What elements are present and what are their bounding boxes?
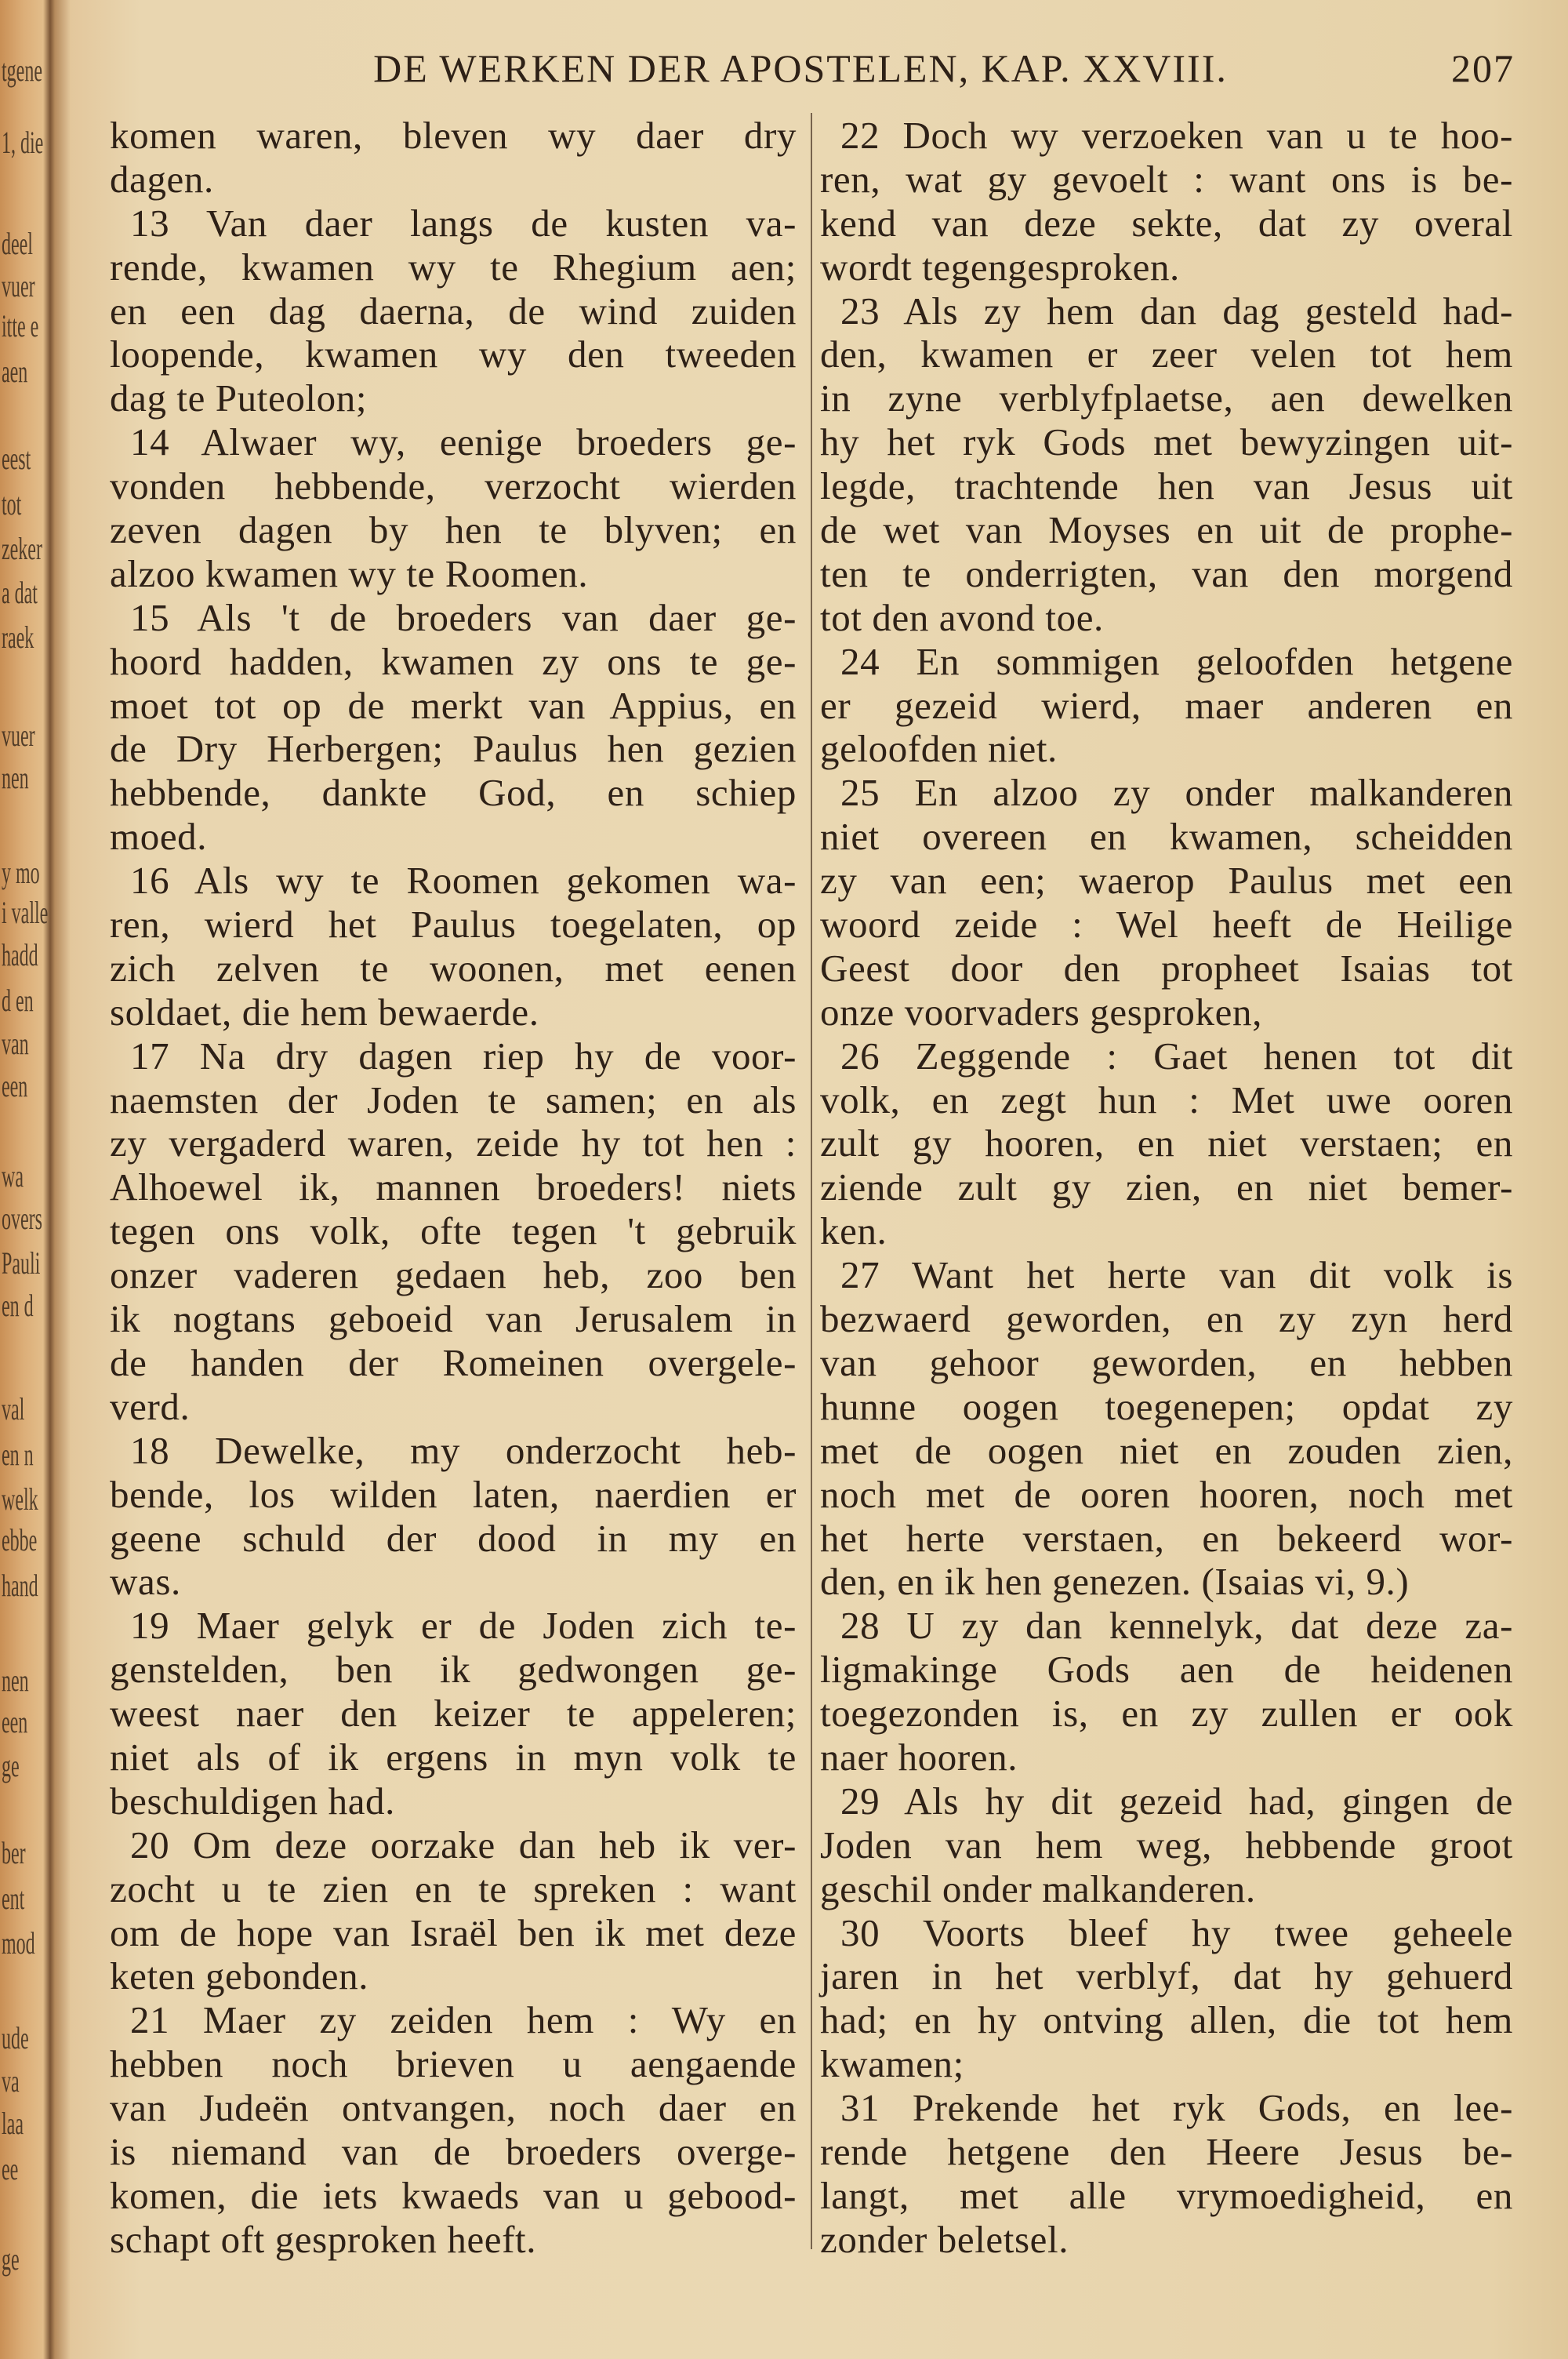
text-line: van gehoor geworden, en hebben xyxy=(820,1340,1513,1384)
text-line: soldaet, die hem bewaerde. xyxy=(110,990,539,1034)
margin-text-fragment: zeker xyxy=(2,531,42,566)
margin-text-fragment: en n xyxy=(2,1437,34,1472)
right-column xyxy=(820,114,1513,2262)
verse-paragraph xyxy=(820,771,1513,1034)
text-line: Geest door den propheet Isaias tot xyxy=(820,946,1513,990)
text-line: hebben noch brieven u aengaende xyxy=(110,2042,797,2086)
text-line: vonden hebbende, verzocht wierden xyxy=(110,464,797,508)
text-line: alzoo kwamen wy te Roomen. xyxy=(110,551,589,595)
text-line: geschil onder malkanderen. xyxy=(820,1866,1256,1910)
text-line: geloofden niet. xyxy=(820,727,1058,771)
text-line: 26 Zeggende : Gaet henen tot dit xyxy=(840,1034,1513,1078)
text-line: 22 Doch wy verzoeken van u te hoo- xyxy=(840,114,1513,157)
margin-text-fragment: vuer xyxy=(2,268,35,304)
text-line: 27 Want het herte van dit volk is xyxy=(840,1253,1513,1297)
verse-paragraph xyxy=(110,202,797,420)
text-line: om de hope van Israël ben ik met deze xyxy=(110,1910,797,1954)
margin-text-fragment: d en xyxy=(2,983,34,1018)
text-line: genstelden, ben ik gedwongen ge- xyxy=(110,1648,797,1692)
margin-text-fragment: hand xyxy=(2,1568,38,1603)
text-line: woord zeide : Wel heeft de Heilige xyxy=(820,903,1513,947)
margin-text-fragment: ee xyxy=(2,2151,19,2186)
text-line: naer hooren. xyxy=(820,1735,1018,1779)
text-line: in zyne verblyfplaetse, aen dewelken xyxy=(820,376,1513,420)
text-line: de Dry Herbergen; Paulus hen gezien xyxy=(110,727,797,771)
text-line: 23 Als zy hem dan dag gesteld had- xyxy=(840,289,1513,333)
text-line: toegezonden is, en zy zullen er ook xyxy=(820,1692,1513,1736)
text-line: is niemand van de broeders overge- xyxy=(110,2129,797,2173)
text-line: noch met de ooren hooren, noch met xyxy=(820,1472,1513,1516)
text-line: komen waren, bleven wy daer dry xyxy=(110,114,797,157)
text-line: ik nogtans geboeid van Jerusalem in xyxy=(110,1297,797,1341)
text-line: hy het ryk Gods met bewyzingen uit- xyxy=(820,420,1513,464)
text-line: verd. xyxy=(110,1384,191,1428)
verse-continuation xyxy=(110,114,797,202)
margin-text-fragment: laa xyxy=(2,2106,24,2141)
text-line: ten te onderrigten, van den morgend xyxy=(820,551,1513,595)
margin-text-fragment: va xyxy=(2,2063,20,2099)
margin-text-fragment: Pauli xyxy=(2,1245,41,1281)
text-line: volk, en zegt hun : Met uwe ooren xyxy=(820,1078,1513,1121)
text-line: zonder beletsel. xyxy=(820,2217,1069,2261)
margin-text-fragment: en d xyxy=(2,1288,34,1323)
text-line: van Judeën ontvangen, noch daer en xyxy=(110,2086,797,2130)
text-line: 13 Van daer langs de kusten va- xyxy=(130,201,797,245)
margin-text-fragment: i valle xyxy=(2,895,49,930)
text-line: hebbende, dankte God, en schiep xyxy=(110,771,797,815)
text-line: 17 Na dry dagen riep hy de voor- xyxy=(130,1034,797,1078)
margin-text-fragment: deel xyxy=(2,226,33,261)
text-line: 28 U zy dan kennelyk, dat deze za- xyxy=(840,1604,1513,1648)
margin-text-fragment: ent xyxy=(2,1881,25,1916)
text-line: ziende zult gy zien, en niet bemer- xyxy=(820,1165,1513,1209)
text-line: de handen der Romeinen overgele- xyxy=(110,1340,797,1384)
text-line: 21 Maer zy zeiden hem : Wy en xyxy=(130,1998,797,2042)
text-line: ligmakinge Gods aen de heidenen xyxy=(820,1648,1513,1692)
text-line: 25 En alzoo zy onder malkanderen xyxy=(840,771,1513,815)
text-line: rende, kwamen wy te Rhegium aen; xyxy=(110,245,797,289)
text-line: zult gy hooren, en niet verstaen; en xyxy=(820,1121,1513,1165)
text-line: rende hetgene den Heere Jesus be- xyxy=(820,2129,1513,2173)
verse-paragraph xyxy=(820,289,1513,640)
text-line: geene schuld der dood in my en xyxy=(110,1516,797,1560)
text-line: dagen. xyxy=(110,157,214,201)
verse-paragraph xyxy=(110,596,797,859)
margin-text-fragment: val xyxy=(2,1391,25,1427)
left-column xyxy=(110,114,797,2262)
text-line: zocht u te zien en te spreken : want xyxy=(110,1866,797,1910)
text-line: naemsten der Joden te samen; en als xyxy=(110,1078,797,1121)
verse-paragraph xyxy=(820,1604,1513,1779)
text-line: langt, met alle vrymoedigheid, en xyxy=(820,2173,1513,2217)
text-line: met de oogen niet en zouden zien, xyxy=(820,1428,1513,1472)
margin-text-fragment: nen xyxy=(2,1663,29,1698)
text-line: niet als of ik ergens in myn volk te xyxy=(110,1735,797,1779)
text-line: den, en ik hen genezen. (Isaias vi, 9.) xyxy=(820,1560,1410,1604)
margin-text-fragment: a dat xyxy=(2,575,38,610)
verse-paragraph xyxy=(110,859,797,1034)
text-line: kend van deze sekte, dat zy overal xyxy=(820,201,1513,245)
margin-text-fragment: een xyxy=(2,1068,28,1103)
text-line: hunne oogen toegenepen; opdat zy xyxy=(820,1384,1513,1428)
verse-paragraph xyxy=(110,1429,797,1605)
text-line: Joden van hem weg, hebbende groot xyxy=(820,1823,1513,1866)
text-line: en een dag daerna, de wind zuiden xyxy=(110,289,797,333)
margin-text-fragment: ude xyxy=(2,2020,29,2055)
column-rule xyxy=(811,113,812,2249)
text-line: moed. xyxy=(110,815,208,859)
running-header xyxy=(110,45,1515,93)
text-line: schapt oft gesproken heeft. xyxy=(110,2217,537,2261)
text-line: zeven dagen by hen te blyven; en xyxy=(110,508,797,552)
text-line: had; en hy ontving allen, die tot hem xyxy=(820,1998,1513,2042)
text-line: moet tot op de merkt van Appius, en xyxy=(110,683,797,727)
margin-text-fragment: van xyxy=(2,1026,29,1061)
verse-paragraph xyxy=(110,420,797,596)
text-line: 14 Alwaer wy, eenige broeders ge- xyxy=(130,420,797,464)
text-line: bende, los wilden laten, naerdien er xyxy=(110,1472,797,1516)
text-line: tot den avond toe. xyxy=(820,595,1104,639)
text-line: 19 Maer gelyk er de Joden zich te- xyxy=(130,1604,797,1648)
margin-text-fragment: ber xyxy=(2,1835,26,1870)
verse-paragraph xyxy=(820,640,1513,772)
text-line: 24 En sommigen geloofden hetgene xyxy=(840,639,1513,683)
text-line: Alhoewel ik, mannen broeders! niets xyxy=(110,1165,797,1209)
verse-paragraph xyxy=(110,1604,797,1823)
margin-text-fragment: ebbe xyxy=(2,1522,38,1558)
text-line: onzer vaderen gedaen heb, zoo ben xyxy=(110,1253,797,1297)
margin-text-fragment: eest xyxy=(2,441,31,476)
margin-text-fragment: y mo xyxy=(2,855,40,890)
running-title: DE WERKEN DER APOSTELEN, KAP. XXVIII. xyxy=(373,46,1228,90)
margin-text-fragment: vuer xyxy=(2,718,35,753)
text-line: zy vergaderd waren, zeide hy tot hen : xyxy=(110,1121,797,1165)
facing-page-margin xyxy=(0,0,55,2359)
text-line: komen, die iets kwaeds van u gebood- xyxy=(110,2173,797,2217)
text-line: legde, trachtende hen van Jesus uit xyxy=(820,464,1513,508)
text-line: onze voorvaders gesproken, xyxy=(820,990,1262,1034)
text-line: wordt tegengesproken. xyxy=(820,245,1180,289)
verse-paragraph xyxy=(820,114,1513,289)
verse-paragraph xyxy=(820,1253,1513,1604)
margin-text-fragment: ge xyxy=(2,1748,20,1783)
page-number: 207 xyxy=(1451,46,1515,90)
margin-text-fragment: mod xyxy=(2,1925,35,1961)
verse-paragraph xyxy=(820,1911,1513,2087)
text-line: 15 Als 't de broeders van daer ge- xyxy=(130,595,797,639)
text-line: dag te Puteolon; xyxy=(110,376,368,420)
text-line: hoord hadden, kwamen zy ons te ge- xyxy=(110,639,797,683)
text-line: jaren in het verblyf, dat hy gehuerd xyxy=(820,1954,1513,1998)
text-line: 20 Om deze oorzake dan heb ik ver- xyxy=(130,1823,797,1866)
margin-text-fragment: hadd xyxy=(2,937,38,972)
verse-paragraph xyxy=(820,1034,1513,1253)
margin-text-fragment: overs xyxy=(2,1201,42,1236)
text-line: het herte verstaen, en bekeerd wor- xyxy=(820,1516,1513,1560)
margin-text-fragment: ge xyxy=(2,2241,20,2277)
verse-paragraph xyxy=(110,1823,797,1999)
text-line: ren, wat gy gevoelt : want ons is be- xyxy=(820,157,1513,201)
margin-text-fragment: aen xyxy=(2,354,28,389)
text-line: de wet van Moyses en uit de prophe- xyxy=(820,508,1513,552)
text-line: den, kwamen er zeer velen tot hem xyxy=(820,333,1513,376)
text-line: er gezeid wierd, maer anderen en xyxy=(820,683,1513,727)
text-line: bezwaerd geworden, en zy zyn herd xyxy=(820,1297,1513,1341)
margin-text-fragment: nen xyxy=(2,760,29,795)
text-line: 16 Als wy te Roomen gekomen wa- xyxy=(130,859,797,903)
text-line: loopende, kwamen wy den tweeden xyxy=(110,333,797,376)
text-line: beschuldigen had. xyxy=(110,1779,395,1823)
text-line: niet overeen en kwamen, scheidden xyxy=(820,815,1513,859)
text-line: was. xyxy=(110,1560,181,1604)
margin-text-fragment: tot xyxy=(2,486,22,522)
margin-text-fragment: tgene xyxy=(2,53,42,88)
text-line: weest naer den keizer te appeleren; xyxy=(110,1692,797,1736)
verse-paragraph xyxy=(820,2086,1513,2262)
text-line: kwamen; xyxy=(820,2042,964,2086)
margin-text-fragment: een xyxy=(2,1704,28,1739)
margin-text-fragment: welk xyxy=(2,1481,38,1517)
margin-text-fragment: raek xyxy=(2,620,34,655)
text-line: 31 Prekende het ryk Gods, en lee- xyxy=(840,2086,1513,2130)
text-line: ken. xyxy=(820,1209,887,1253)
text-line: keten gebonden. xyxy=(110,1954,369,1998)
verse-paragraph xyxy=(110,1034,797,1429)
text-line: 30 Voorts bleef hy twee geheele xyxy=(840,1910,1513,1954)
verse-paragraph xyxy=(820,1779,1513,1911)
text-line: zy van een; waerop Paulus met een xyxy=(820,859,1513,903)
text-line: ren, wierd het Paulus toegelaten, op xyxy=(110,903,797,947)
text-line: 29 Als hy dit gezeid had, gingen de xyxy=(840,1779,1513,1823)
text-line: tegen ons volk, ofte tegen 't gebruik xyxy=(110,1209,797,1253)
margin-text-fragment: 1, die xyxy=(2,125,44,160)
margin-text-fragment: wa xyxy=(2,1158,24,1194)
verse-paragraph xyxy=(110,1998,797,2261)
text-line: zich zelven te woonen, met eenen xyxy=(110,946,797,990)
text-line: 18 Dewelke, my onderzocht heb- xyxy=(130,1428,797,1472)
margin-text-fragment: itte e xyxy=(2,308,39,343)
